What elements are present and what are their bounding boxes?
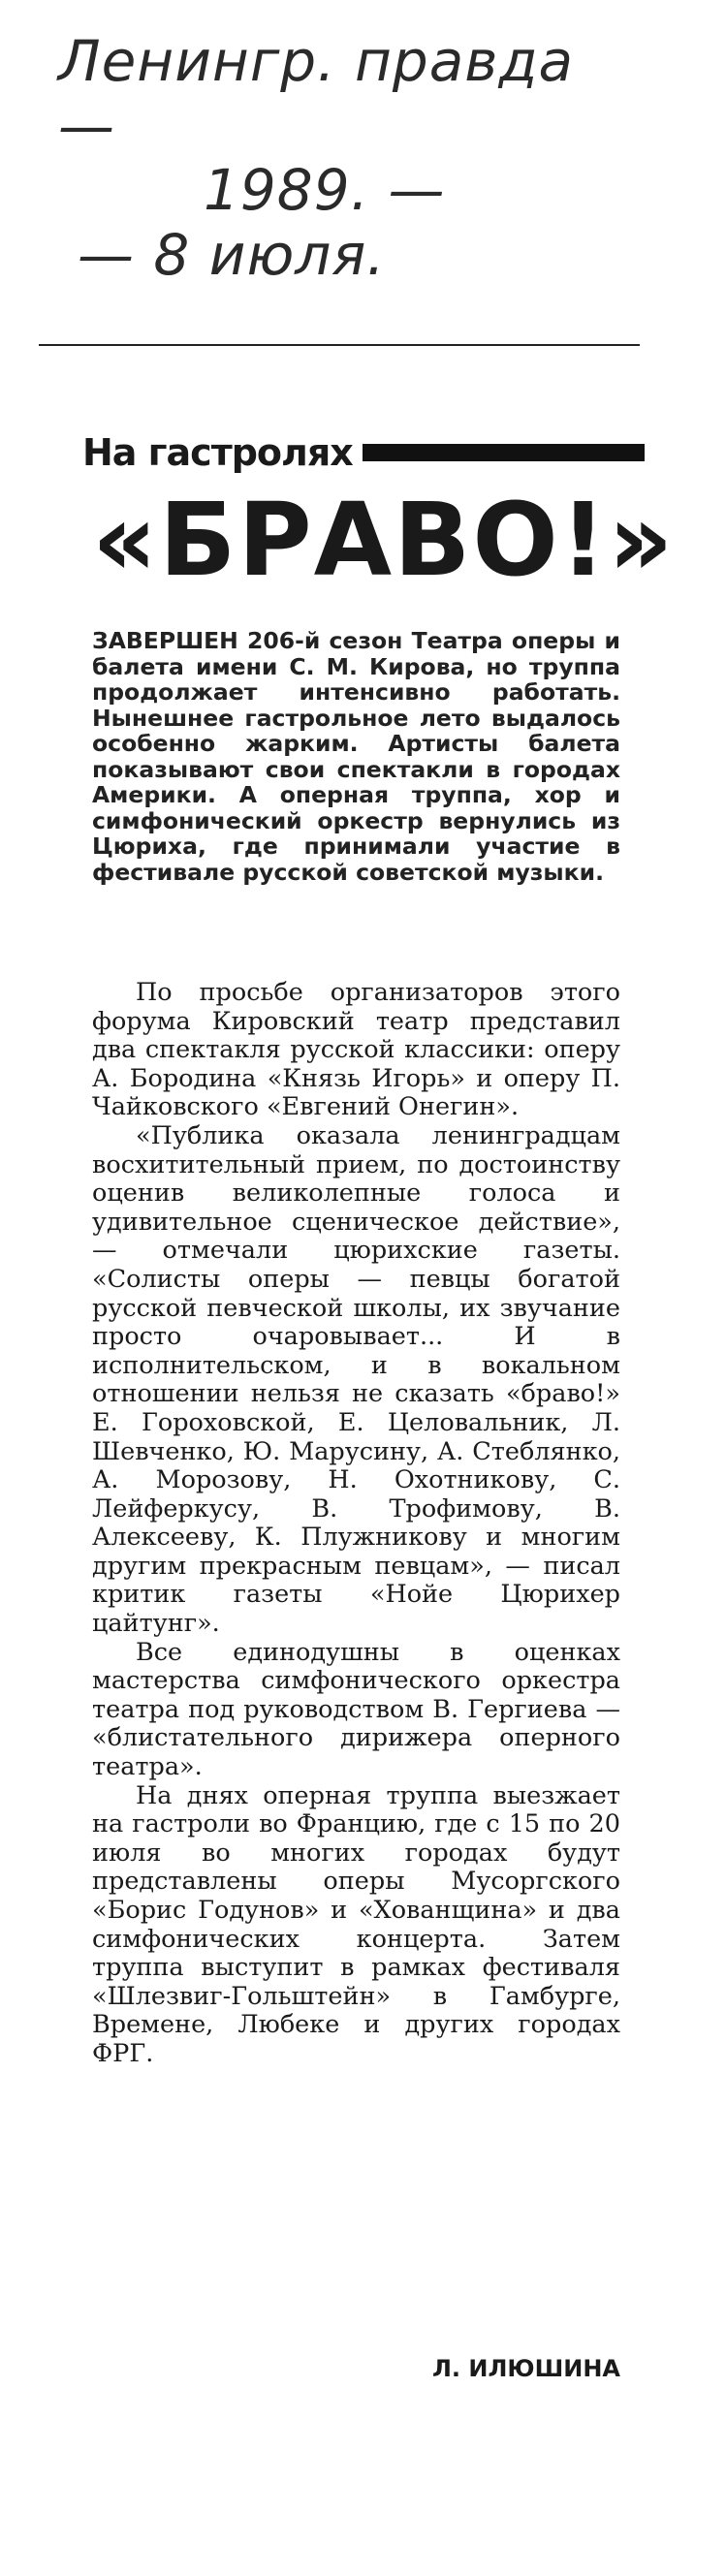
article-body (92, 979, 620, 2069)
article-paragraph: Все единодушны в оценках мастерства симфонического оркестра театра под руководством В. Гергиева — «блистательного дирижера оперного театра». (92, 1637, 620, 1782)
handwritten-line-source: Ленингр. правда — (58, 28, 575, 159)
article-paragraph: По просьбе организаторов этого форума Кировский театр представил два спектакля русской классики: оперу А. Бородина «Князь Игорь» и оперу П. Чайковского «Евгений Онегин». (92, 978, 620, 1122)
article-paragraph: На днях оперная труппа выезжает на гастроли во Францию, где с 15 по 20 июля во многих городах будут представлены оперы Мусоргского «Борис Годунов» и «Хованщина» и два симфонических концерта. Затем труппа выступит в рамках фестиваля «Шлезвиг-Гольштейн» в Гамбурге, Времене, Любеке и других городах ФРГ. (92, 1780, 620, 2068)
handwritten-note (58, 29, 601, 288)
handwritten-line-date: — 8 июля. (78, 222, 386, 289)
rubric (82, 426, 645, 479)
rubric-label: На гастролях (82, 431, 353, 474)
article-paragraph: «Публика оказала ленинградцам восхитительный прием, по достоинству оценив великолепные голоса и удивительное сценическое действие», — отмечали цюрихские газеты. «Солисты оперы — певцы богатой русской певческой школы, их звучание просто очаровывает... И в исполнительском, и в вокальном отношении нельзя не сказать «браво!» Е. Гороховской, Е. Целовальник, Л. Шевченко, Ю. Марусину, А. Стеблянко, А. Морозову, Н. Охотникову, С. Лейферкусу, В. Трофимову, В. Алексееву, К. Плужникову и многим другим прекрасным певцам», — писал критик газеты «Нойе Цюрихер цайтунг». (92, 1120, 620, 1639)
article-headline: «БРАВО!» (92, 481, 676, 599)
handwritten-line-year: 1989. — (204, 157, 446, 224)
top-rule (39, 344, 640, 346)
author-signature: Л. ИЛЮШИНА (432, 2355, 620, 2382)
rubric-bar (363, 444, 645, 461)
article-lead: ЗАВЕРШЕН 206-й сезон Театра оперы и балета имени С. М. Кирова, но труппа продолжает интенсивно работать. Нынешнее гастрольное лето выдалось особенно жарким. Артисты балета показывают свои спектакли в городах Америки. А оперная труппа, хор и симфонический оркестр вернулись из Цюриха, где принимали участие в фестивале русской советской музыки. (92, 627, 620, 886)
